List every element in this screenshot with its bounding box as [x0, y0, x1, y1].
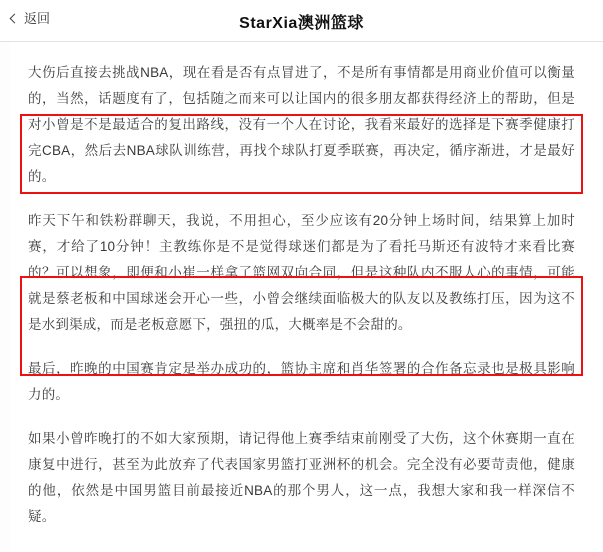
app-header: [0, 0, 603, 42]
page-title: StarXia澳洲篮球: [239, 15, 364, 32]
back-button-label: 返回: [24, 11, 51, 26]
article-paragraph: 最后，昨晚的中国赛肯定是举办成功的，篮协主席和肖华签署的合作备忘录也是极具影响力的。: [28, 361, 575, 402]
article-body: [0, 42, 603, 552]
article-paragraph: 昨天下午和铁粉群聊天，我说，不用担心，至少应该有20分钟上场时间，结果算上加时赛，才给了10分钟！主教练你是不是觉得球迷们都是为了看托马斯还有波特才来看比赛的？可以想象，即便和小崔一样拿了篮网双向合同，但是这种队内不服人心的事情，可能就是蔡老板和中国球迷会开心一些，小曾会继续面临极大的队友以及教练打压，因为这不是水到渠成，而是老板意愿下，强扭的瓜，大概率是不会甜的。: [28, 213, 575, 332]
article-paragraph: 大伤后直接去挑战NBA，现在看是否有点冒进了，不是所有事情都是用商业价值可以衡量的，当然，话题度有了，包括随之而来可以让国内的很多朋友都获得经济上的帮助，但是对小曾是不是最适合的复出路线，没有一个人在讨论，我看来最好的选择是下赛季健康打完CBA，然后去NBA球队训练营，再找个球队打夏季联赛，再决定，循序渐进，才是最好的。: [28, 65, 575, 184]
article-paragraph: 如果小曾昨晚打的不如大家预期，请记得他上赛季结束前刚受了大伤，这个休赛期一直在康复中进行，甚至为此放弃了代表国家男篮打亚洲杯的机会。完全没有必要苛责他，健康的他，依然是中国男篮目前最接近NBA的那个男人，这一点，我想大家和我一样深信不疑。: [28, 431, 575, 524]
